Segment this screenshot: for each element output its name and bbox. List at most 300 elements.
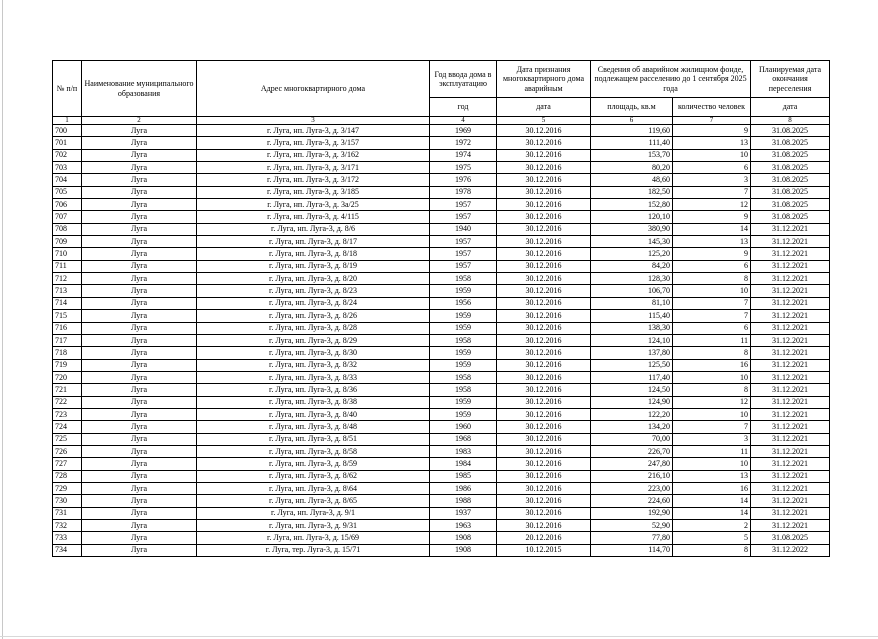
cell-area: 52,90 xyxy=(591,520,673,532)
cell-people-count: 6 xyxy=(673,162,751,174)
cell-number: 720 xyxy=(53,371,82,383)
cell-people-count: 7 xyxy=(673,186,751,198)
table-row xyxy=(53,273,830,285)
cell-area: 70,00 xyxy=(591,433,673,445)
cell-address: г. Луга, нп. Луга-3, д. 8/24 xyxy=(197,297,430,309)
cell-number: 729 xyxy=(53,482,82,494)
cell-area: 128,30 xyxy=(591,273,673,285)
cell-address: г. Луга, нп. Луга-3, д. 8/40 xyxy=(197,408,430,420)
table-row xyxy=(53,285,830,297)
header-area-sub: площадь, кв.м xyxy=(591,98,673,117)
cell-address: г. Луга, нп. Луга-3, д. 8/23 xyxy=(197,285,430,297)
scan-edge-line xyxy=(2,0,3,639)
table-row xyxy=(53,334,830,346)
cell-address: г. Луга, нп. Луга-3, д. 8/62 xyxy=(197,470,430,482)
cell-people-count: 16 xyxy=(673,359,751,371)
cell-number: 733 xyxy=(53,532,82,544)
cell-emergency-date: 30.12.2016 xyxy=(497,520,591,532)
cell-emergency-date: 30.12.2016 xyxy=(497,285,591,297)
cell-planned-date: 31.08.2025 xyxy=(751,174,830,186)
cell-year: 1976 xyxy=(430,174,497,186)
cell-people-count: 10 xyxy=(673,371,751,383)
cell-year: 1908 xyxy=(430,544,497,556)
cell-emergency-date: 30.12.2016 xyxy=(497,248,591,260)
cell-people-count: 10 xyxy=(673,149,751,161)
cell-municipality: Луга xyxy=(82,433,197,445)
cell-area: 223,00 xyxy=(591,482,673,494)
cell-people-count: 9 xyxy=(673,125,751,137)
cell-people-count: 10 xyxy=(673,285,751,297)
cell-area: 153,70 xyxy=(591,149,673,161)
cell-address: г. Луга, нп. Луга-3, д. 4/115 xyxy=(197,211,430,223)
cell-planned-date: 31.08.2025 xyxy=(751,211,830,223)
cell-planned-date: 31.12.2021 xyxy=(751,445,830,457)
cell-people-count: 3 xyxy=(673,174,751,186)
cell-area: 84,20 xyxy=(591,260,673,272)
cell-area: 152,80 xyxy=(591,199,673,211)
cell-number: 726 xyxy=(53,445,82,457)
cell-address: г. Луга, нп. Луга-3, д. 8/59 xyxy=(197,458,430,470)
cell-number: 712 xyxy=(53,273,82,285)
cell-planned-date: 31.08.2025 xyxy=(751,186,830,198)
cell-area: 106,70 xyxy=(591,285,673,297)
cell-area: 124,10 xyxy=(591,334,673,346)
cell-people-count: 8 xyxy=(673,347,751,359)
cell-people-count: 7 xyxy=(673,310,751,322)
cell-year: 1958 xyxy=(430,334,497,346)
cell-planned-date: 31.12.2021 xyxy=(751,322,830,334)
cell-number: 732 xyxy=(53,520,82,532)
cell-address: г. Луга, нп. Луга-3, д. 8/38 xyxy=(197,396,430,408)
cell-emergency-date: 30.12.2016 xyxy=(497,408,591,420)
cell-planned-date: 31.08.2025 xyxy=(751,125,830,137)
cell-emergency-date: 30.12.2016 xyxy=(497,470,591,482)
cell-municipality: Луга xyxy=(82,396,197,408)
cell-people-count: 10 xyxy=(673,458,751,470)
cell-people-count: 14 xyxy=(673,223,751,235)
table-row xyxy=(53,532,830,544)
cell-emergency-date: 30.12.2016 xyxy=(497,347,591,359)
cell-year: 1957 xyxy=(430,199,497,211)
cell-year: 1958 xyxy=(430,371,497,383)
cell-people-count: 13 xyxy=(673,470,751,482)
table-row xyxy=(53,162,830,174)
table-row xyxy=(53,544,830,556)
cell-planned-date: 31.12.2021 xyxy=(751,223,830,235)
cell-municipality: Луга xyxy=(82,223,197,235)
cell-planned-date: 31.08.2025 xyxy=(751,162,830,174)
cell-municipality: Луга xyxy=(82,297,197,309)
cell-municipality: Луга xyxy=(82,495,197,507)
table-row xyxy=(53,297,830,309)
column-number: 4 xyxy=(430,117,497,125)
cell-number: 718 xyxy=(53,347,82,359)
cell-emergency-date: 30.12.2016 xyxy=(497,458,591,470)
cell-people-count: 12 xyxy=(673,396,751,408)
cell-emergency-date: 30.12.2016 xyxy=(497,396,591,408)
cell-emergency-date: 30.12.2016 xyxy=(497,433,591,445)
cell-address: г. Луга, нп. Луга-3, д. 8/65 xyxy=(197,495,430,507)
cell-emergency-date: 30.12.2016 xyxy=(497,495,591,507)
cell-planned-date: 31.12.2021 xyxy=(751,236,830,248)
cell-address: г. Луга, нп. Луга-3, д. 8/32 xyxy=(197,359,430,371)
table-row xyxy=(53,520,830,532)
column-number: 3 xyxy=(197,117,430,125)
cell-people-count: 7 xyxy=(673,297,751,309)
cell-municipality: Луга xyxy=(82,520,197,532)
table-row xyxy=(53,248,830,260)
cell-municipality: Луга xyxy=(82,408,197,420)
cell-number: 711 xyxy=(53,260,82,272)
table-row xyxy=(53,421,830,433)
cell-people-count: 16 xyxy=(673,482,751,494)
cell-year: 1937 xyxy=(430,507,497,519)
cell-planned-date: 31.08.2025 xyxy=(751,199,830,211)
header-municipality: Наименование муниципального образования xyxy=(82,61,197,117)
cell-address: г. Луга, нп. Луга-3, д. 8/17 xyxy=(197,236,430,248)
cell-address: г. Луга, нп. Луга-3, д. 8/30 xyxy=(197,347,430,359)
cell-municipality: Луга xyxy=(82,532,197,544)
cell-area: 122,20 xyxy=(591,408,673,420)
cell-municipality: Луга xyxy=(82,334,197,346)
cell-people-count: 14 xyxy=(673,495,751,507)
cell-number: 701 xyxy=(53,137,82,149)
cell-address: г. Луга, нп. Луга-3, д. 8/19 xyxy=(197,260,430,272)
cell-people-count: 8 xyxy=(673,273,751,285)
cell-planned-date: 31.12.2021 xyxy=(751,507,830,519)
cell-address: г. Луга, нп. Луга-3, д. 9/1 xyxy=(197,507,430,519)
cell-people-count: 10 xyxy=(673,408,751,420)
cell-planned-date: 31.08.2025 xyxy=(751,149,830,161)
header-year-group: Год ввода дома в эксплуатацию xyxy=(430,61,497,98)
cell-area: 226,70 xyxy=(591,445,673,457)
cell-emergency-date: 30.12.2016 xyxy=(497,273,591,285)
cell-emergency-date: 30.12.2016 xyxy=(497,137,591,149)
cell-emergency-date: 30.12.2016 xyxy=(497,334,591,346)
cell-emergency-date: 30.12.2016 xyxy=(497,211,591,223)
cell-address: г. Луга, нп. Луга-3, д. 3/185 xyxy=(197,186,430,198)
cell-year: 1988 xyxy=(430,495,497,507)
cell-emergency-date: 10.12.2015 xyxy=(497,544,591,556)
cell-people-count: 2 xyxy=(673,520,751,532)
cell-year: 1959 xyxy=(430,347,497,359)
cell-municipality: Луга xyxy=(82,322,197,334)
cell-address: г. Луга, нп. Луга-3, д. 3/162 xyxy=(197,149,430,161)
cell-area: 115,40 xyxy=(591,310,673,322)
cell-emergency-date: 30.12.2016 xyxy=(497,482,591,494)
cell-number: 716 xyxy=(53,322,82,334)
cell-address: г. Луга, нп. Луга-3, д. 3/147 xyxy=(197,125,430,137)
cell-area: 124,50 xyxy=(591,384,673,396)
cell-emergency-date: 30.12.2016 xyxy=(497,507,591,519)
table-row xyxy=(53,359,830,371)
cell-year: 1959 xyxy=(430,322,497,334)
cell-people-count: 9 xyxy=(673,211,751,223)
cell-municipality: Луга xyxy=(82,482,197,494)
table-row xyxy=(53,408,830,420)
cell-number: 708 xyxy=(53,223,82,235)
cell-planned-date: 31.12.2021 xyxy=(751,482,830,494)
cell-area: 216,10 xyxy=(591,470,673,482)
table-row xyxy=(53,371,830,383)
cell-year: 1984 xyxy=(430,458,497,470)
cell-number: 722 xyxy=(53,396,82,408)
cell-planned-date: 31.12.2021 xyxy=(751,310,830,322)
cell-year: 1959 xyxy=(430,285,497,297)
cell-planned-date: 31.12.2021 xyxy=(751,520,830,532)
cell-planned-date: 31.12.2021 xyxy=(751,384,830,396)
emergency-housing-table xyxy=(52,60,830,557)
cell-number: 728 xyxy=(53,470,82,482)
cell-area: 81,10 xyxy=(591,297,673,309)
cell-year: 1969 xyxy=(430,125,497,137)
cell-planned-date: 31.12.2021 xyxy=(751,421,830,433)
table-row xyxy=(53,310,830,322)
cell-address: г. Луга, нп. Луга-3, д. 3а/25 xyxy=(197,199,430,211)
table-row xyxy=(53,433,830,445)
cell-people-count: 7 xyxy=(673,421,751,433)
cell-year: 1972 xyxy=(430,137,497,149)
cell-emergency-date: 30.12.2016 xyxy=(497,310,591,322)
cell-emergency-date: 30.12.2016 xyxy=(497,186,591,198)
table-row xyxy=(53,495,830,507)
table-row xyxy=(53,322,830,334)
cell-municipality: Луга xyxy=(82,248,197,260)
cell-number: 730 xyxy=(53,495,82,507)
cell-year: 1959 xyxy=(430,359,497,371)
cell-emergency-date: 30.12.2016 xyxy=(497,174,591,186)
cell-municipality: Луга xyxy=(82,137,197,149)
cell-area: 125,50 xyxy=(591,359,673,371)
cell-area: 182,50 xyxy=(591,186,673,198)
cell-people-count: 11 xyxy=(673,334,751,346)
cell-number: 727 xyxy=(53,458,82,470)
cell-year: 1968 xyxy=(430,433,497,445)
cell-area: 138,30 xyxy=(591,322,673,334)
cell-municipality: Луга xyxy=(82,236,197,248)
cell-people-count: 3 xyxy=(673,433,751,445)
cell-planned-date: 31.12.2021 xyxy=(751,470,830,482)
cell-number: 723 xyxy=(53,408,82,420)
cell-address: г. Луга, нп. Луга-3, д. 8/29 xyxy=(197,334,430,346)
cell-year: 1959 xyxy=(430,396,497,408)
cell-planned-date: 31.12.2021 xyxy=(751,408,830,420)
cell-planned-date: 31.12.2021 xyxy=(751,359,830,371)
cell-year: 1963 xyxy=(430,520,497,532)
scan-edge-line xyxy=(0,636,878,637)
cell-area: 80,20 xyxy=(591,162,673,174)
table-row xyxy=(53,347,830,359)
cell-municipality: Луга xyxy=(82,544,197,556)
cell-area: 134,20 xyxy=(591,421,673,433)
cell-number: 703 xyxy=(53,162,82,174)
cell-area: 125,20 xyxy=(591,248,673,260)
cell-number: 702 xyxy=(53,149,82,161)
cell-number: 710 xyxy=(53,248,82,260)
cell-emergency-date: 30.12.2016 xyxy=(497,359,591,371)
cell-people-count: 9 xyxy=(673,248,751,260)
table-row xyxy=(53,236,830,248)
cell-number: 725 xyxy=(53,433,82,445)
cell-emergency-date: 30.12.2016 xyxy=(497,125,591,137)
cell-area: 224,60 xyxy=(591,495,673,507)
table-row xyxy=(53,174,830,186)
cell-area: 111,40 xyxy=(591,137,673,149)
cell-planned-date: 31.12.2021 xyxy=(751,495,830,507)
cell-address: г. Луга, нп. Луга-3, д. 8/51 xyxy=(197,433,430,445)
cell-year: 1985 xyxy=(430,470,497,482)
header-emergency-sub: дата xyxy=(497,98,591,117)
table-body xyxy=(53,117,830,557)
column-number-row xyxy=(53,117,830,125)
header-year-sub: год xyxy=(430,98,497,117)
table-row xyxy=(53,507,830,519)
cell-people-count: 8 xyxy=(673,384,751,396)
cell-area: 120,10 xyxy=(591,211,673,223)
cell-municipality: Луга xyxy=(82,273,197,285)
cell-people-count: 6 xyxy=(673,322,751,334)
column-number: 1 xyxy=(53,117,82,125)
cell-planned-date: 31.12.2021 xyxy=(751,458,830,470)
cell-municipality: Луга xyxy=(82,199,197,211)
cell-municipality: Луга xyxy=(82,125,197,137)
header-address: Адрес многоквартирного дома xyxy=(197,61,430,117)
header-plan-sub: дата xyxy=(751,98,830,117)
cell-municipality: Луга xyxy=(82,186,197,198)
cell-number: 709 xyxy=(53,236,82,248)
cell-year: 1957 xyxy=(430,211,497,223)
cell-emergency-date: 20.12.2016 xyxy=(497,532,591,544)
cell-municipality: Луга xyxy=(82,211,197,223)
cell-year: 1986 xyxy=(430,482,497,494)
header-emergency-group: Дата признания многоквартирного дома аварийным xyxy=(497,61,591,98)
table-row xyxy=(53,260,830,272)
table-row xyxy=(53,137,830,149)
cell-municipality: Луга xyxy=(82,507,197,519)
cell-address: г. Луга, тер. Луга-3, д. 15/71 xyxy=(197,544,430,556)
header-num: № п/п xyxy=(53,61,82,117)
cell-number: 715 xyxy=(53,310,82,322)
cell-year: 1958 xyxy=(430,384,497,396)
cell-emergency-date: 30.12.2016 xyxy=(497,162,591,174)
column-number: 8 xyxy=(751,117,830,125)
cell-year: 1956 xyxy=(430,297,497,309)
cell-municipality: Луга xyxy=(82,162,197,174)
cell-number: 713 xyxy=(53,285,82,297)
cell-planned-date: 31.12.2021 xyxy=(751,248,830,260)
cell-address: г. Луга, нп. Луга-3, д. 3/171 xyxy=(197,162,430,174)
cell-municipality: Луга xyxy=(82,149,197,161)
cell-year: 1958 xyxy=(430,273,497,285)
cell-year: 1959 xyxy=(430,408,497,420)
cell-municipality: Луга xyxy=(82,421,197,433)
table-row xyxy=(53,199,830,211)
cell-planned-date: 31.12.2021 xyxy=(751,371,830,383)
table-row xyxy=(53,186,830,198)
cell-address: г. Луга, нп. Луга-3, д. 8/48 xyxy=(197,421,430,433)
cell-emergency-date: 30.12.2016 xyxy=(497,149,591,161)
cell-address: г. Луга, нп. Луга-3, д. 3/157 xyxy=(197,137,430,149)
column-number: 7 xyxy=(673,117,751,125)
cell-area: 48,60 xyxy=(591,174,673,186)
cell-address: г. Луга, нп. Луга-3, д. 8/36 xyxy=(197,384,430,396)
table-row xyxy=(53,470,830,482)
cell-address: г. Луга, нп. Луга-3, д. 8/26 xyxy=(197,310,430,322)
cell-year: 1957 xyxy=(430,248,497,260)
cell-emergency-date: 30.12.2016 xyxy=(497,445,591,457)
cell-number: 731 xyxy=(53,507,82,519)
cell-number: 707 xyxy=(53,211,82,223)
cell-planned-date: 31.12.2021 xyxy=(751,285,830,297)
cell-number: 714 xyxy=(53,297,82,309)
table-row xyxy=(53,396,830,408)
cell-municipality: Луга xyxy=(82,470,197,482)
table-row xyxy=(53,223,830,235)
cell-address: г. Луга, нп. Луга-3, д. 3/172 xyxy=(197,174,430,186)
cell-area: 114,70 xyxy=(591,544,673,556)
cell-planned-date: 31.12.2021 xyxy=(751,347,830,359)
cell-emergency-date: 30.12.2016 xyxy=(497,223,591,235)
cell-planned-date: 31.12.2021 xyxy=(751,260,830,272)
cell-year: 1983 xyxy=(430,445,497,457)
cell-number: 706 xyxy=(53,199,82,211)
cell-emergency-date: 30.12.2016 xyxy=(497,371,591,383)
cell-municipality: Луга xyxy=(82,445,197,457)
cell-address: г. Луга, нп. Луга-3, д. 8/28 xyxy=(197,322,430,334)
cell-area: 192,90 xyxy=(591,507,673,519)
cell-emergency-date: 30.12.2016 xyxy=(497,199,591,211)
header-fund-group: Сведения об аварийном жилищном фонде, подлежащем расселению до 1 сентября 2025 года xyxy=(591,61,751,98)
table-row xyxy=(53,125,830,137)
cell-area: 117,40 xyxy=(591,371,673,383)
cell-planned-date: 31.12.2021 xyxy=(751,297,830,309)
cell-address: г. Луга, нп. Луга-3, д. 8/20 xyxy=(197,273,430,285)
cell-planned-date: 31.12.2021 xyxy=(751,273,830,285)
cell-year: 1978 xyxy=(430,186,497,198)
cell-area: 145,30 xyxy=(591,236,673,248)
cell-planned-date: 31.12.2021 xyxy=(751,396,830,408)
cell-planned-date: 31.12.2021 xyxy=(751,433,830,445)
cell-municipality: Луга xyxy=(82,285,197,297)
cell-year: 1959 xyxy=(430,310,497,322)
cell-planned-date: 31.08.2025 xyxy=(751,137,830,149)
cell-emergency-date: 30.12.2016 xyxy=(497,297,591,309)
cell-people-count: 8 xyxy=(673,544,751,556)
cell-area: 137,80 xyxy=(591,347,673,359)
table-row xyxy=(53,458,830,470)
cell-municipality: Луга xyxy=(82,310,197,322)
cell-emergency-date: 30.12.2016 xyxy=(497,384,591,396)
table-row xyxy=(53,482,830,494)
cell-number: 705 xyxy=(53,186,82,198)
cell-municipality: Луга xyxy=(82,260,197,272)
cell-address: г. Луга, нп. Луга-3, д. 8/18 xyxy=(197,248,430,260)
cell-number: 704 xyxy=(53,174,82,186)
cell-municipality: Луга xyxy=(82,458,197,470)
cell-municipality: Луга xyxy=(82,371,197,383)
cell-emergency-date: 30.12.2016 xyxy=(497,260,591,272)
cell-year: 1960 xyxy=(430,421,497,433)
cell-people-count: 11 xyxy=(673,445,751,457)
column-number: 6 xyxy=(591,117,673,125)
column-number: 2 xyxy=(82,117,197,125)
table-row xyxy=(53,384,830,396)
cell-municipality: Луга xyxy=(82,347,197,359)
table-row xyxy=(53,445,830,457)
cell-people-count: 14 xyxy=(673,507,751,519)
cell-planned-date: 31.12.2022 xyxy=(751,544,830,556)
table-row xyxy=(53,149,830,161)
